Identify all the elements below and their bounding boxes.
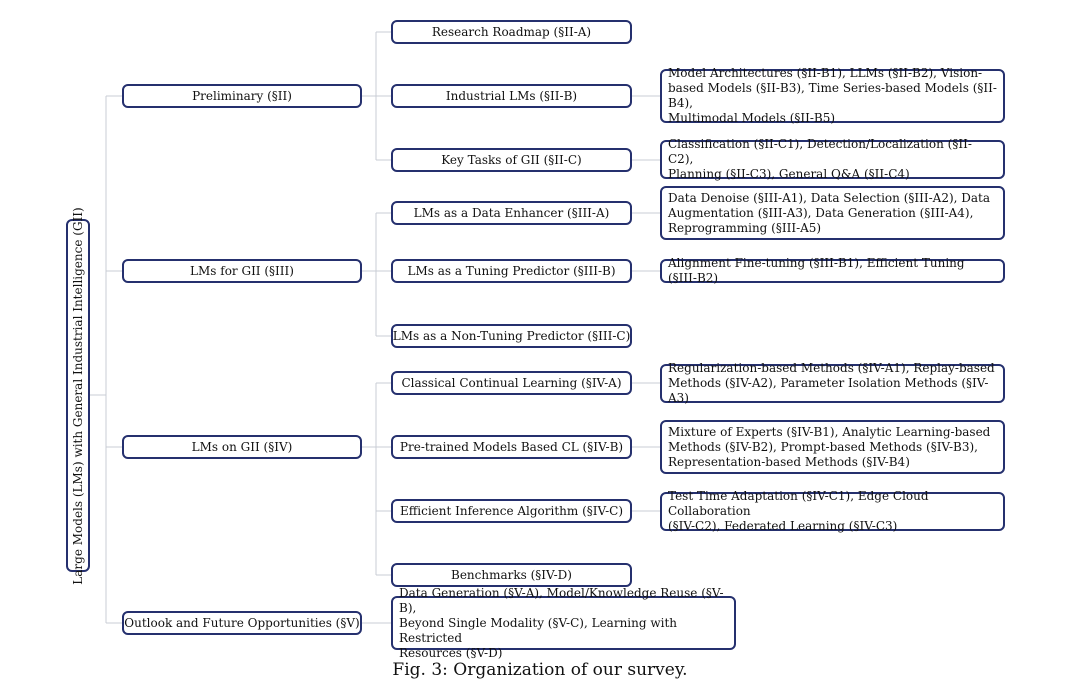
industrial-lms-line-1: Model Architectures (§II-B1), LLMs (§II-B2), Vision- [668,66,983,80]
figure-caption: Fig. 3: Organization of our survey. [392,660,688,680]
node-industrial-lms [391,84,632,108]
classical-cl-line-2: Methods (§IV-A2), Parameter Isolation Methods (§IV-A3) [668,376,989,405]
node-classical-cl [391,371,632,395]
industrial-lms-line-3: Multimodal Models (§II-B5) [668,111,836,125]
node-data-enhancer-label: LMs as a Data Enhancer (§III-A) [413,205,610,220]
efficient-inference-line-2: (§IV-C2), Federated Learning (§IV-C3) [668,519,898,533]
node-benchmarks-label: Benchmarks (§IV-D) [451,567,572,582]
node-outlook-details [391,585,736,660]
industrial-lms-line-2: based Models (§II-B3), Time Series-based Models (§II-B4), [668,81,997,110]
classical-cl-line-1: Regularization-based Methods (§IV-A1), Replay-based [668,361,995,375]
node-non-tuning-predictor [391,324,632,348]
pretrained-cl-line-1: Mixture of Experts (§IV-B1), Analytic Learning-based [668,424,991,439]
node-pretrained-cl-label: Pre-trained Models Based CL (§IV-B) [399,439,624,454]
key-tasks-line-1: Classification (§II-C1), Detection/Localization (§II-C2), [668,137,972,166]
node-data-enhancer-details [660,186,1005,240]
node-lms-on-gii-label: LMs on GII (§IV) [191,439,293,454]
pretrained-cl-line-2: Methods (§IV-B2), Prompt-based Methods (§IV-B3), [668,439,978,454]
node-industrial-lms-details [660,66,1005,125]
node-key-tasks-label: Key Tasks of GII (§II-C) [441,152,582,167]
node-pretrained-cl [391,435,632,459]
node-lms-for-gii-label: LMs for GII (§III) [190,263,294,278]
node-classical-cl-details [660,361,1005,405]
node-industrial-lms-label: Industrial LMs (§II-B) [445,88,578,103]
outlook-line-1: Data Generation (§V-A), Model/Knowledge Reuse (§V-B), [399,585,724,615]
node-research-roadmap [391,20,632,44]
node-tuning-predictor-label: LMs as a Tuning Predictor (§III-B) [407,263,616,278]
node-outlook [122,611,362,635]
node-pretrained-cl-details [660,420,1005,474]
node-key-tasks [391,148,632,172]
tuning-predictor-line-1: Alignment Fine-tuning (§III-B1), Efficient Tuning (§III-B2) [668,256,965,285]
node-classical-cl-label: Classical Continual Learning (§IV-A) [401,375,622,390]
root-node [66,206,90,585]
root-label: Large Models (LMs) with General Industrial Intelligence (GII) [71,206,85,585]
node-benchmarks [391,563,632,587]
node-non-tuning-predictor-label: LMs as a Non-Tuning Predictor (§III-C) [392,328,631,343]
key-tasks-line-2: Planning (§II-C3), General Q&A (§II-C4) [668,167,910,181]
node-efficient-inference-label: Efficient Inference Algorithm (§IV-C) [400,503,623,518]
outlook-line-3: Resources (§V-D) [399,645,503,660]
node-research-roadmap-label: Research Roadmap (§II-A) [431,24,592,39]
data-enhancer-line-3: Reprogramming (§III-A5) [668,220,822,235]
node-preliminary-label: Preliminary (§II) [192,88,292,103]
node-lms-on-gii [122,435,362,459]
node-lms-for-gii [122,259,362,283]
pretrained-cl-line-3: Representation-based Methods (§IV-B4) [668,454,910,469]
node-efficient-inference [391,499,632,523]
data-enhancer-line-2: Augmentation (§III-A3), Data Generation (§III-A4), [668,205,974,220]
node-key-tasks-details [660,137,1005,181]
node-efficient-inference-details [660,489,1005,533]
efficient-inference-line-1: Test Time Adaptation (§IV-C1), Edge Cloud Collaboration [668,489,929,518]
node-outlook-label: Outlook and Future Opportunities (§V) [124,615,360,630]
data-enhancer-line-1: Data Denoise (§III-A1), Data Selection (§III-A2), Data [668,190,991,205]
node-tuning-predictor-details [660,256,1005,285]
node-tuning-predictor [391,259,632,283]
node-preliminary [122,84,362,108]
outlook-line-2: Beyond Single Modality (§V-C), Learning with Restricted [399,615,678,645]
node-data-enhancer [391,201,632,225]
